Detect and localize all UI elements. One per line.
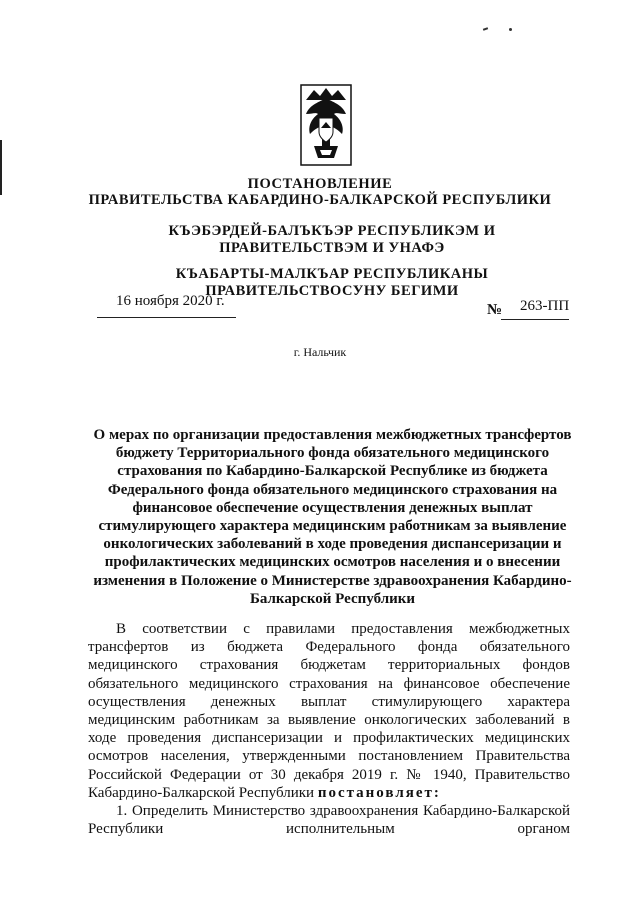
- issuer-name-kbd: КЪЭБЭРДЕЙ-БАЛЪКЪЭР РЕСПУБЛИКЭМ И ПРАВИТЕЛЬСТВЭМ И УНАФЭ: [168, 223, 496, 256]
- document-type-title: ПОСТАНОВЛЕНИЕ: [247, 176, 393, 192]
- document-subject: О мерах по организации предоставления межбюджетных трансфертов бюджету Территориального фонда обязательного медицинского страхования по Кабардино-Балкарской Республике из бюджета Федерального фонда обязательного медицинского страхования на финансовое обеспечение осуществления денежных выплат стимулирующего характера медицинским работникам за выявление онкологических заболеваний в ходе проведения диспансеризации и профилактических медицинских осмотров населения и о внесении изменения в Положение о Министерстве здравоохранения Кабардино-Балкарской Республики: [93, 427, 572, 607]
- number-label: №: [487, 302, 503, 318]
- preamble-text: В соответствии с правилами предоставления межбюджетных трансфертов из бюджета Федерального фонда обязательного медицинского страхования бюджетам территориальных фондов обязательного медицинского страхования на финансовое обеспечение осуществления денежных выплат стимулирующего характера медицинским работникам за выявление онкологических заболеваний в ходе проведения диспансеризации и профилактических медицинских осмотров населения, утвержденными постановлением Правительства Российской Федерации от 30 декабря 2019 г. № 1940, Правительство Кабардино-Балкарской Республики: [88, 621, 570, 801]
- document-number: 263-ПП: [520, 298, 570, 314]
- decree-word: постановляет:: [317, 784, 441, 801]
- issue-city: г. Нальчик: [293, 345, 347, 359]
- preamble-paragraph: [88, 620, 570, 802]
- number-underline: [501, 319, 569, 320]
- document-body: [88, 620, 570, 838]
- date-underline: [97, 317, 236, 318]
- scan-speck: [483, 27, 488, 31]
- scan-speck: [509, 28, 512, 31]
- issuer-name-krc: КЪАБАРТЫ-МАЛКЪАР РЕСПУБЛИКАНЫ ПРАВИТЕЛЬСТВОСУНУ БЕГИМИ: [175, 266, 489, 299]
- document-date: 16 ноября 2020 г.: [116, 293, 225, 309]
- item-1-paragraph: 1. Определить Министерство здравоохранения Кабардино-Балкарской Республики исполнительным органом: [88, 803, 570, 838]
- coat-of-arms-emblem: [300, 84, 352, 166]
- issuer-name-ru: ПРАВИТЕЛЬСТВА КАБАРДИНО-БАЛКАРСКОЙ РЕСПУБЛИКИ: [88, 192, 552, 208]
